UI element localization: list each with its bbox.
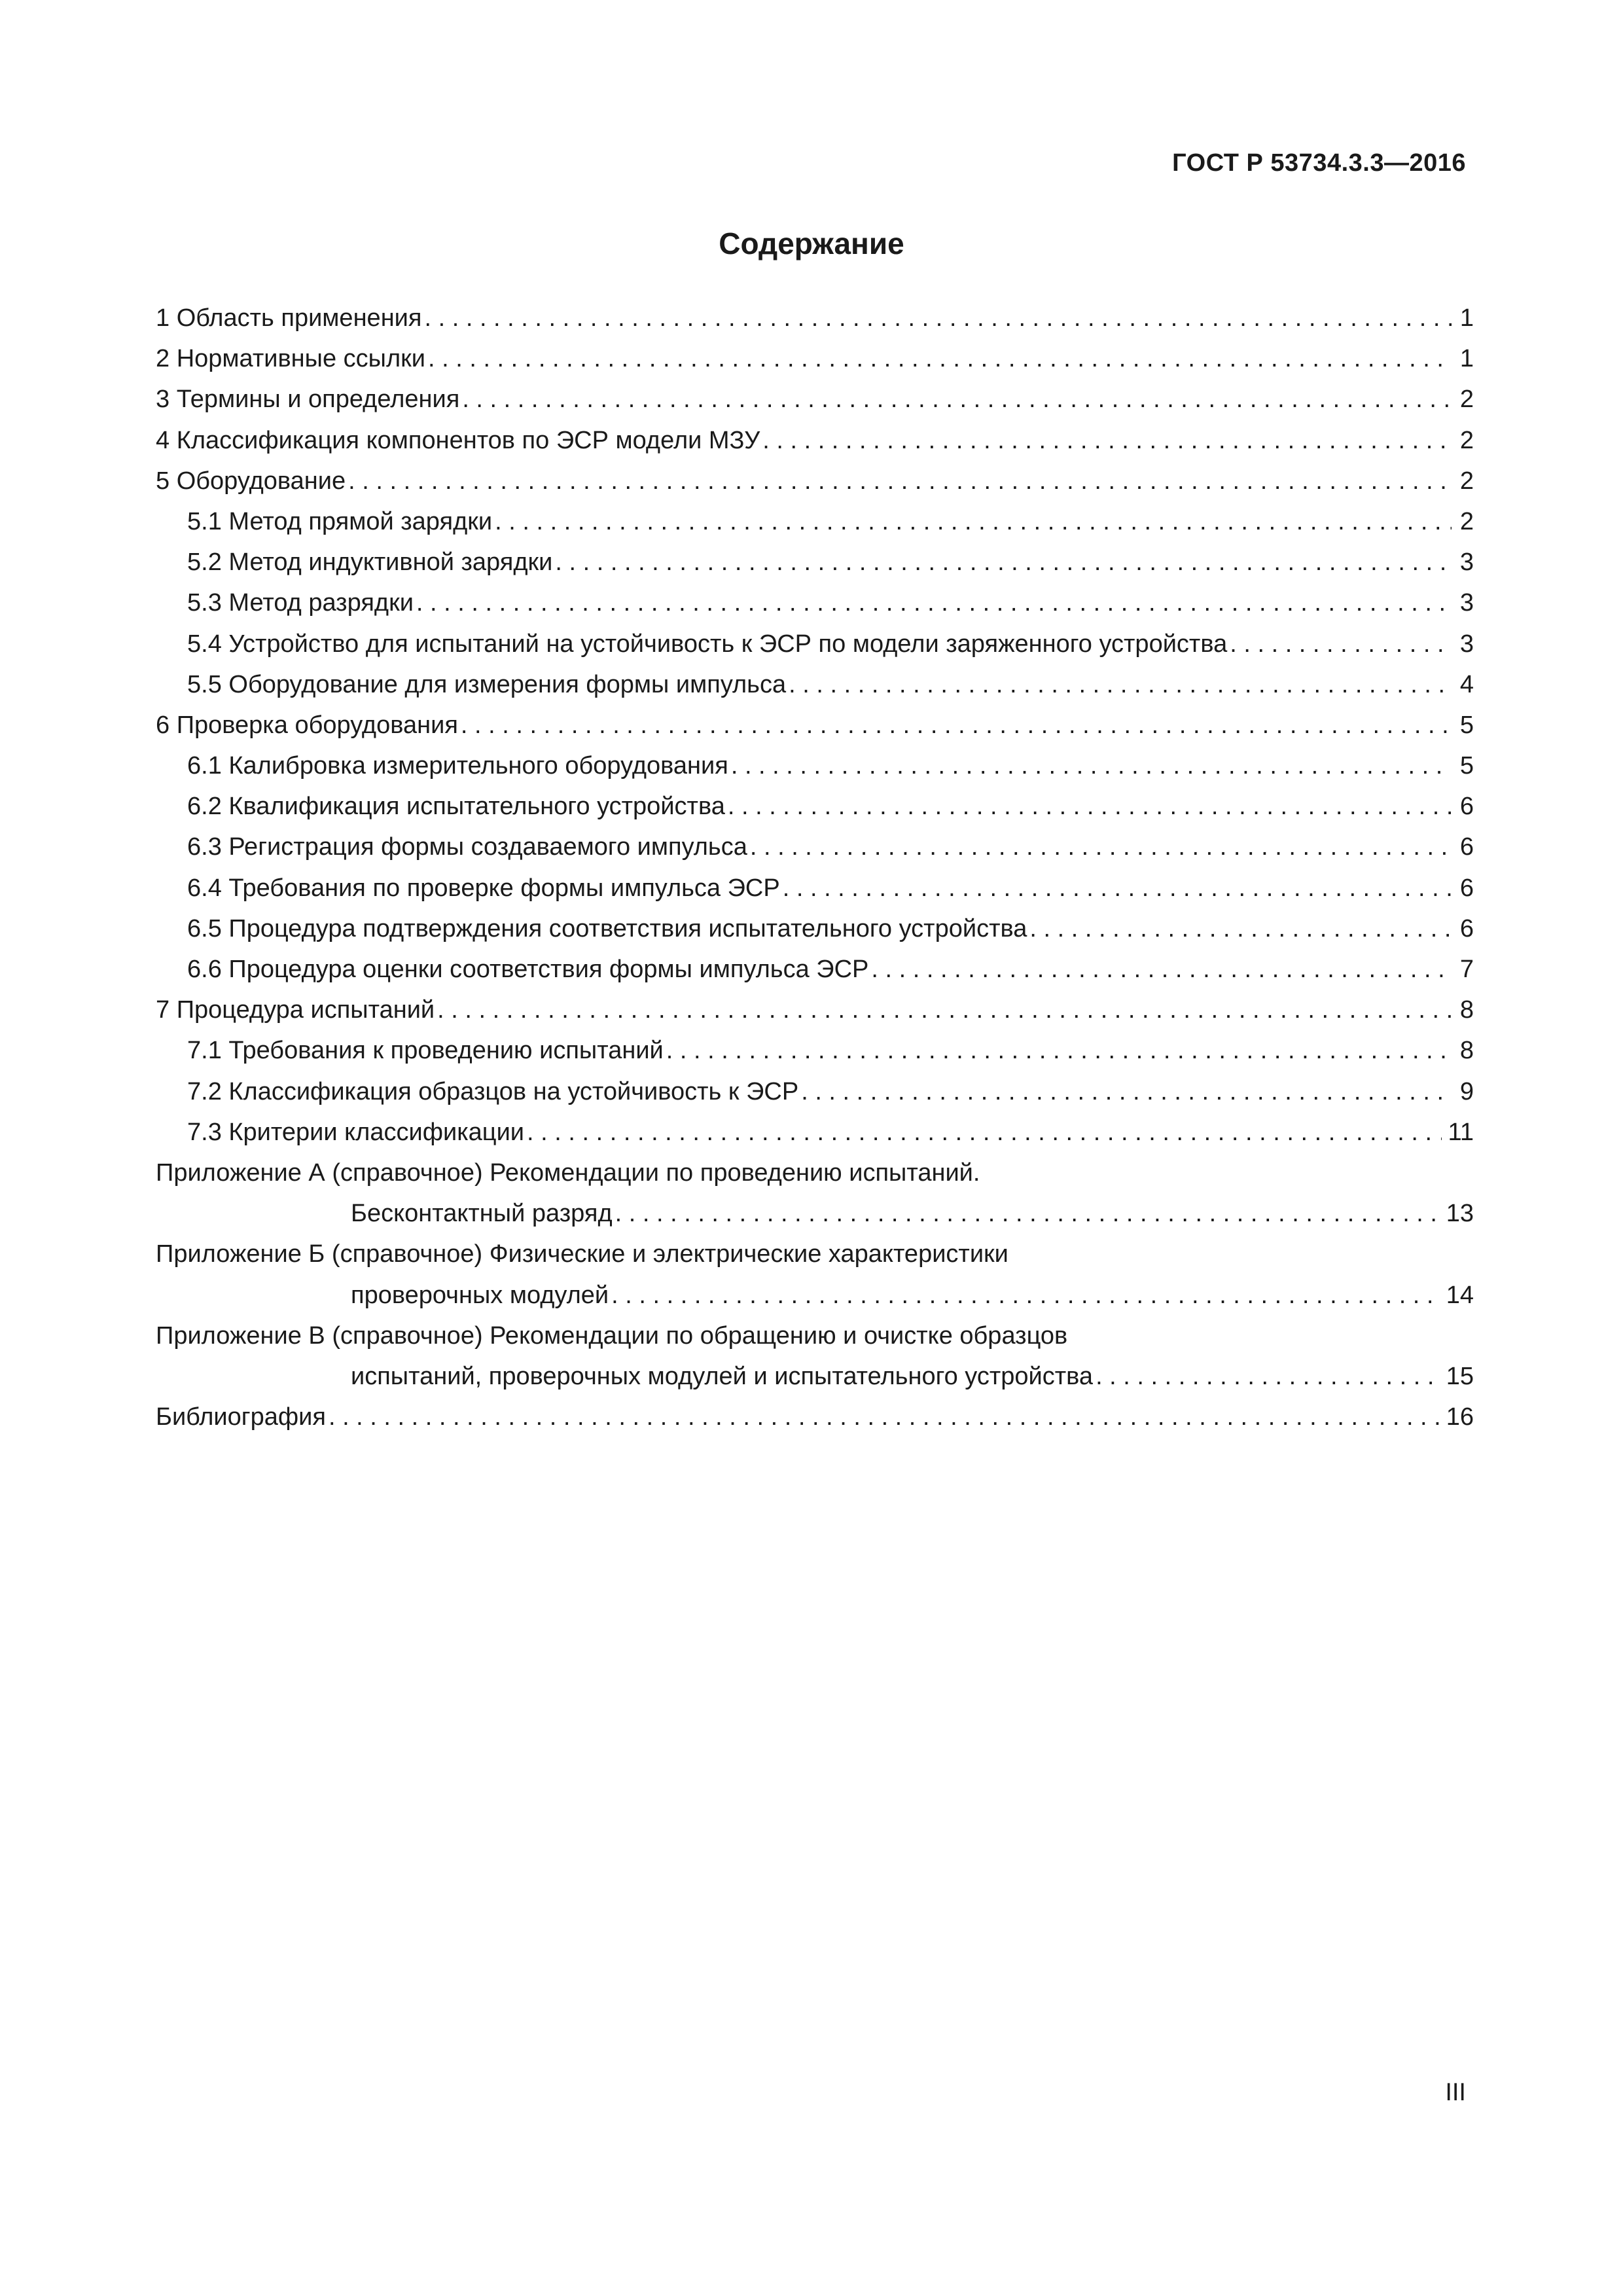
toc-entry-page: 8 [1459,996,1474,1024]
toc-entry-title: 4 Классификация компонентов по ЭСР модели МЗУ [156,426,760,454]
toc-entry-page: 1 [1459,304,1474,332]
toc-entry-title: 3 Термины и определения [156,386,460,414]
toc-entry-page: 9 [1459,1077,1474,1105]
toc-entry-page: 13 [1446,1200,1474,1228]
toc-entry-page: 8 [1459,1037,1474,1065]
toc-entry [156,420,1474,461]
toc-entry-page: 5 [1459,711,1474,739]
toc-entry-title: 5.2 Метод индуктивной зарядки [187,548,553,577]
toc-entry [156,583,1474,623]
toc-dot-leader [462,379,1452,420]
toc-entry-title: 6.2 Квалификация испытательного устройства [187,793,725,821]
toc-entry-title: 5.5 Оборудование для измерения формы импульса [187,670,787,698]
toc-dot-leader [762,420,1452,461]
toc-entry-title: 6.5 Процедура подтверждения соответствия испытательного устройства [187,914,1027,942]
toc-dot-leader [424,298,1452,338]
toc-entry [156,298,1474,338]
toc-entry [156,1275,1474,1316]
toc-dot-leader [416,583,1452,623]
toc-entry-title: Приложение А (справочное) Рекомендации по проведению испытаний. [156,1158,980,1187]
toc-entry [156,1193,1474,1234]
toc-entry [156,1030,1474,1071]
toc-entry [156,745,1474,786]
toc-entry-page: 14 [1446,1281,1474,1309]
toc-entry-title: 5 Оборудование [156,467,346,495]
toc-entry-title: проверочных модулей [351,1281,609,1309]
toc-entry-title: 1 Область применения [156,304,422,332]
toc-entry-title: Библиография [156,1403,326,1431]
toc-dot-leader [555,542,1452,583]
toc-entry-page: 7 [1459,956,1474,983]
toc-entry-title: 7.2 Классификация образцов на устойчивость к ЭСР [187,1077,799,1105]
toc-entry-page: 1 [1459,345,1474,373]
toc-entry-title: 6.1 Калибровка измерительного оборудования [187,752,728,780]
toc-dot-leader [495,501,1452,542]
toc-entry-page: 15 [1446,1362,1474,1390]
toc-entry-page: 6 [1459,914,1474,942]
toc-entry-title: Бесконтактный разряд [351,1200,613,1228]
toc-dot-leader [871,949,1452,990]
toc-entry-page: 5 [1459,752,1474,780]
toc-entry [156,786,1474,827]
toc-entry [156,1071,1474,1112]
toc-entry [156,1316,1474,1356]
toc-dot-leader [1230,624,1452,664]
toc-dot-leader [527,1112,1442,1153]
toc-dot-leader [611,1275,1440,1316]
toc-entry [156,1234,1474,1274]
toc-entry [156,1112,1474,1153]
toc-entry-title: Приложение В (справочное) Рекомендации по обращению и очистке образцов [156,1321,1068,1350]
toc-entry-page: 2 [1459,467,1474,495]
toc-entry-page: 3 [1459,630,1474,658]
toc-entry [156,990,1474,1030]
toc-entry [156,624,1474,664]
toc-dot-leader [666,1030,1452,1071]
toc-entry [156,379,1474,420]
toc-entry-title: 2 Нормативные ссылки [156,345,425,373]
toc-dot-leader [1096,1356,1440,1397]
toc-dot-leader [731,745,1452,786]
toc-entry [156,338,1474,379]
toc-dot-leader [728,786,1452,827]
toc-entry-title: 6.3 Регистрация формы создаваемого импульса [187,833,747,861]
toc-dot-leader [348,461,1452,501]
toc-entry-page: 2 [1459,426,1474,454]
toc-entry [156,827,1474,867]
toc-dot-leader [801,1071,1452,1112]
toc-dot-leader [789,664,1452,705]
toc-entry-title: 7.1 Требования к проведению испытаний [187,1037,664,1065]
toc-entry-page: 2 [1459,507,1474,535]
toc-entry-page: 6 [1459,793,1474,821]
toc-dot-leader [615,1193,1440,1234]
toc-entry-title: испытаний, проверочных модулей и испытательного устройства [351,1362,1094,1390]
toc-entry [156,542,1474,583]
toc-entry-title: Приложение Б (справочное) Физические и электрические характеристики [156,1240,1008,1268]
toc-entry-page: 11 [1448,1118,1474,1146]
toc-entry-title: 5.3 Метод разрядки [187,589,414,617]
toc-dot-leader [783,868,1452,908]
toc-entry-page: 6 [1459,874,1474,902]
toc-entry-title: 5.1 Метод прямой зарядки [187,507,493,535]
toc-entry [156,664,1474,705]
toc-entry [156,949,1474,990]
toc-entry-title: 5.4 Устройство для испытаний на устойчивость к ЭСР по модели заряженного устройства [187,630,1228,658]
page-title: Содержание [719,226,904,260]
toc-entry-title: 6.6 Процедура оценки соответствия формы импульса ЭСР [187,956,869,983]
toc-entry-page: 2 [1459,386,1474,414]
toc-entry [156,461,1474,501]
page-number: III [1445,2079,1466,2106]
toc-entry [156,868,1474,908]
toc-dot-leader [329,1397,1440,1437]
toc-entry [156,705,1474,745]
toc-entry-title: 6 Проверка оборудования [156,711,458,739]
toc-entry-page: 4 [1459,670,1474,698]
toc-entry-title: 6.4 Требования по проверке формы импульса ЭСР [187,874,780,902]
toc-dot-leader [428,338,1452,379]
toc-entry-page: 3 [1459,589,1474,617]
toc-entry [156,501,1474,542]
table-of-contents [156,298,1474,1437]
toc-entry-title: 7.3 Критерии классификации [187,1118,525,1146]
toc-entry [156,1356,1474,1397]
toc-dot-leader [750,827,1452,867]
toc-entry [156,1153,1474,1193]
toc-entry [156,1397,1474,1437]
toc-entry-page: 3 [1459,548,1474,577]
toc-entry-title: 7 Процедура испытаний [156,996,435,1024]
toc-entry-page: 16 [1446,1403,1474,1431]
toc-dot-leader [1029,908,1452,949]
toc-entry [156,908,1474,949]
toc-entry-page: 6 [1459,833,1474,861]
document-code: ГОСТ Р 53734.3.3—2016 [1172,149,1466,177]
toc-dot-leader [437,990,1452,1030]
toc-dot-leader [461,705,1452,745]
